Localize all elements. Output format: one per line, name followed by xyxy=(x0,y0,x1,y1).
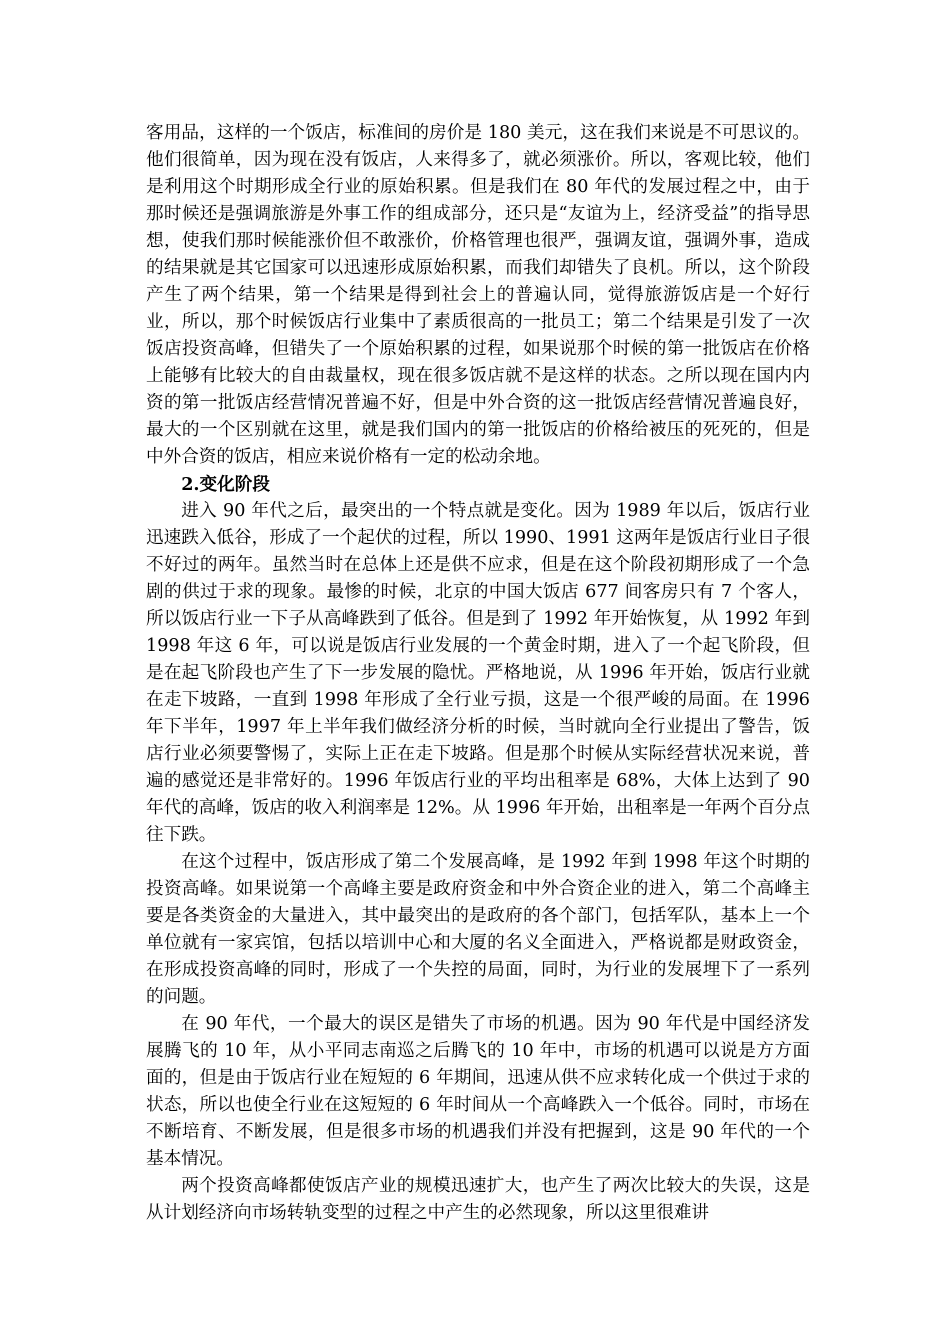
section-heading: 2.变化阶段 xyxy=(181,474,270,495)
document-page xyxy=(146,120,810,1227)
paragraph: 进入 90 年代之后，最突出的一个特点就是变化。因为 1989 年以后，饭店行业迅速跌入低谷，形成了一个起伏的过程，所以 1990、1991 这两年是饭店行业日子很不好过的两年。虽然当时在总体上还是供不应求，但是在这个阶段初期形成了一个急剧的供过于求的现象。最惨的时候，北京的中国大饭店 677 间客房只有 7 个客人，所以饭店行业一下子从高峰跌到了低谷。但是到了 1992 年开始恢复，从 1992 年到 1998 年这 6 年，可以说是饭店行业发展的一个黄金时期，进入了一个起飞阶段，但是在起飞阶段也产生了下一步发展的隐忧。严格地说，从 1996 年开始，饭店行业就在走下坡路，一直到 1998 年形成了全行业亏损，这是一个很严峻的局面。在 1996 年下半年，1997 年上半年我们做经济分析的时候，当时就向全行业提出了警告，饭店行业必须要警惕了，实际上正在走下坡路。但是那个时候从实际经营状况来说，普遍的感觉还是非常好的。1996 年饭店行业的平均出租率是 68%，大体上达到了 90 年代的高峰，饭店的收入利润率是 12%。从 1996 年开始，出租率是一年两个百分点往下跌。 xyxy=(146,501,810,845)
paragraph: 在这个过程中，饭店形成了第二个发展高峰，是 1992 年到 1998 年这个时期的投资高峰。如果说第一个高峰主要是政府资金和中外合资企业的进入，第二个高峰主要是各类资金的大量进入，其中最突出的是政府的各个部门，包括军队，基本上一个单位就有一家宾馆，包括以培训中心和大厦的名义全面进入，严格说都是财政资金，在形成投资高峰的同时，形成了一个失控的局面，同时，为行业的发展埋下了一系列的问题。 xyxy=(146,852,810,1007)
paragraph-continuation: 客用品，这样的一个饭店，标准间的房价是 180 美元，这在我们来说是不可思议的。他们很简单，因为现在没有饭店，人来得多了，就必须涨价。所以，客观比较，他们是利用这个时期形成全行业的原始积累。但是我们在 80 年代的发展过程之中，由于那时候还是强调旅游是外事工作的组成部分，还只是“友谊为上，经济受益”的指导思想，使我们那时候能涨价但不敢涨价，价格管理也很严，强调友谊，强调外事，造成的结果就是其它国家可以迅速形成原始积累，而我们却错失了良机。所以，这个阶段产生了两个结果，第一个结果是得到社会上的普遍认同，觉得旅游饭店是一个好行业，所以，那个时候饭店行业集中了素质很高的一批员工；第二个结果是引发了一次饭店投资高峰，但错失了一个原始积累的过程，如果说那个时候的第一批饭店在价格上能够有比较大的自由裁量权，现在很多饭店就不是这样的状态。之所以现在国内内资的第一批饭店经营情况普遍不好，但是中外合资的这一批饭店经营情况普遍良好，最大的一个区别就在这里，就是我们国内的第一批饭店的价格给被压的死死的，但是中外合资的饭店，相应来说价格有一定的松动余地。 xyxy=(146,123,810,467)
paragraph: 在 90 年代，一个最大的误区是错失了市场的机遇。因为 90 年代是中国经济发展腾飞的 10 年，从小平同志南巡之后腾飞的 10 年中，市场的机遇可以说是方方面面的，但是由于饭店行业在短短的 6 年期间，迅速从供不应求转化成一个供过于求的状态，所以也使全行业在这短短的 6 年时间从一个高峰跌入一个低谷。同时，市场在不断培育、不断发展，但是很多市场的机遇我们并没有把握到，这是 90 年代的一个基本情况。 xyxy=(146,1014,810,1169)
paragraph: 两个投资高峰都使饭店产业的规模迅速扩大，也产生了两次比较大的失误，这是从计划经济向市场转轨变型的过程之中产生的必然现象，所以这里很难讲 xyxy=(146,1176,810,1223)
